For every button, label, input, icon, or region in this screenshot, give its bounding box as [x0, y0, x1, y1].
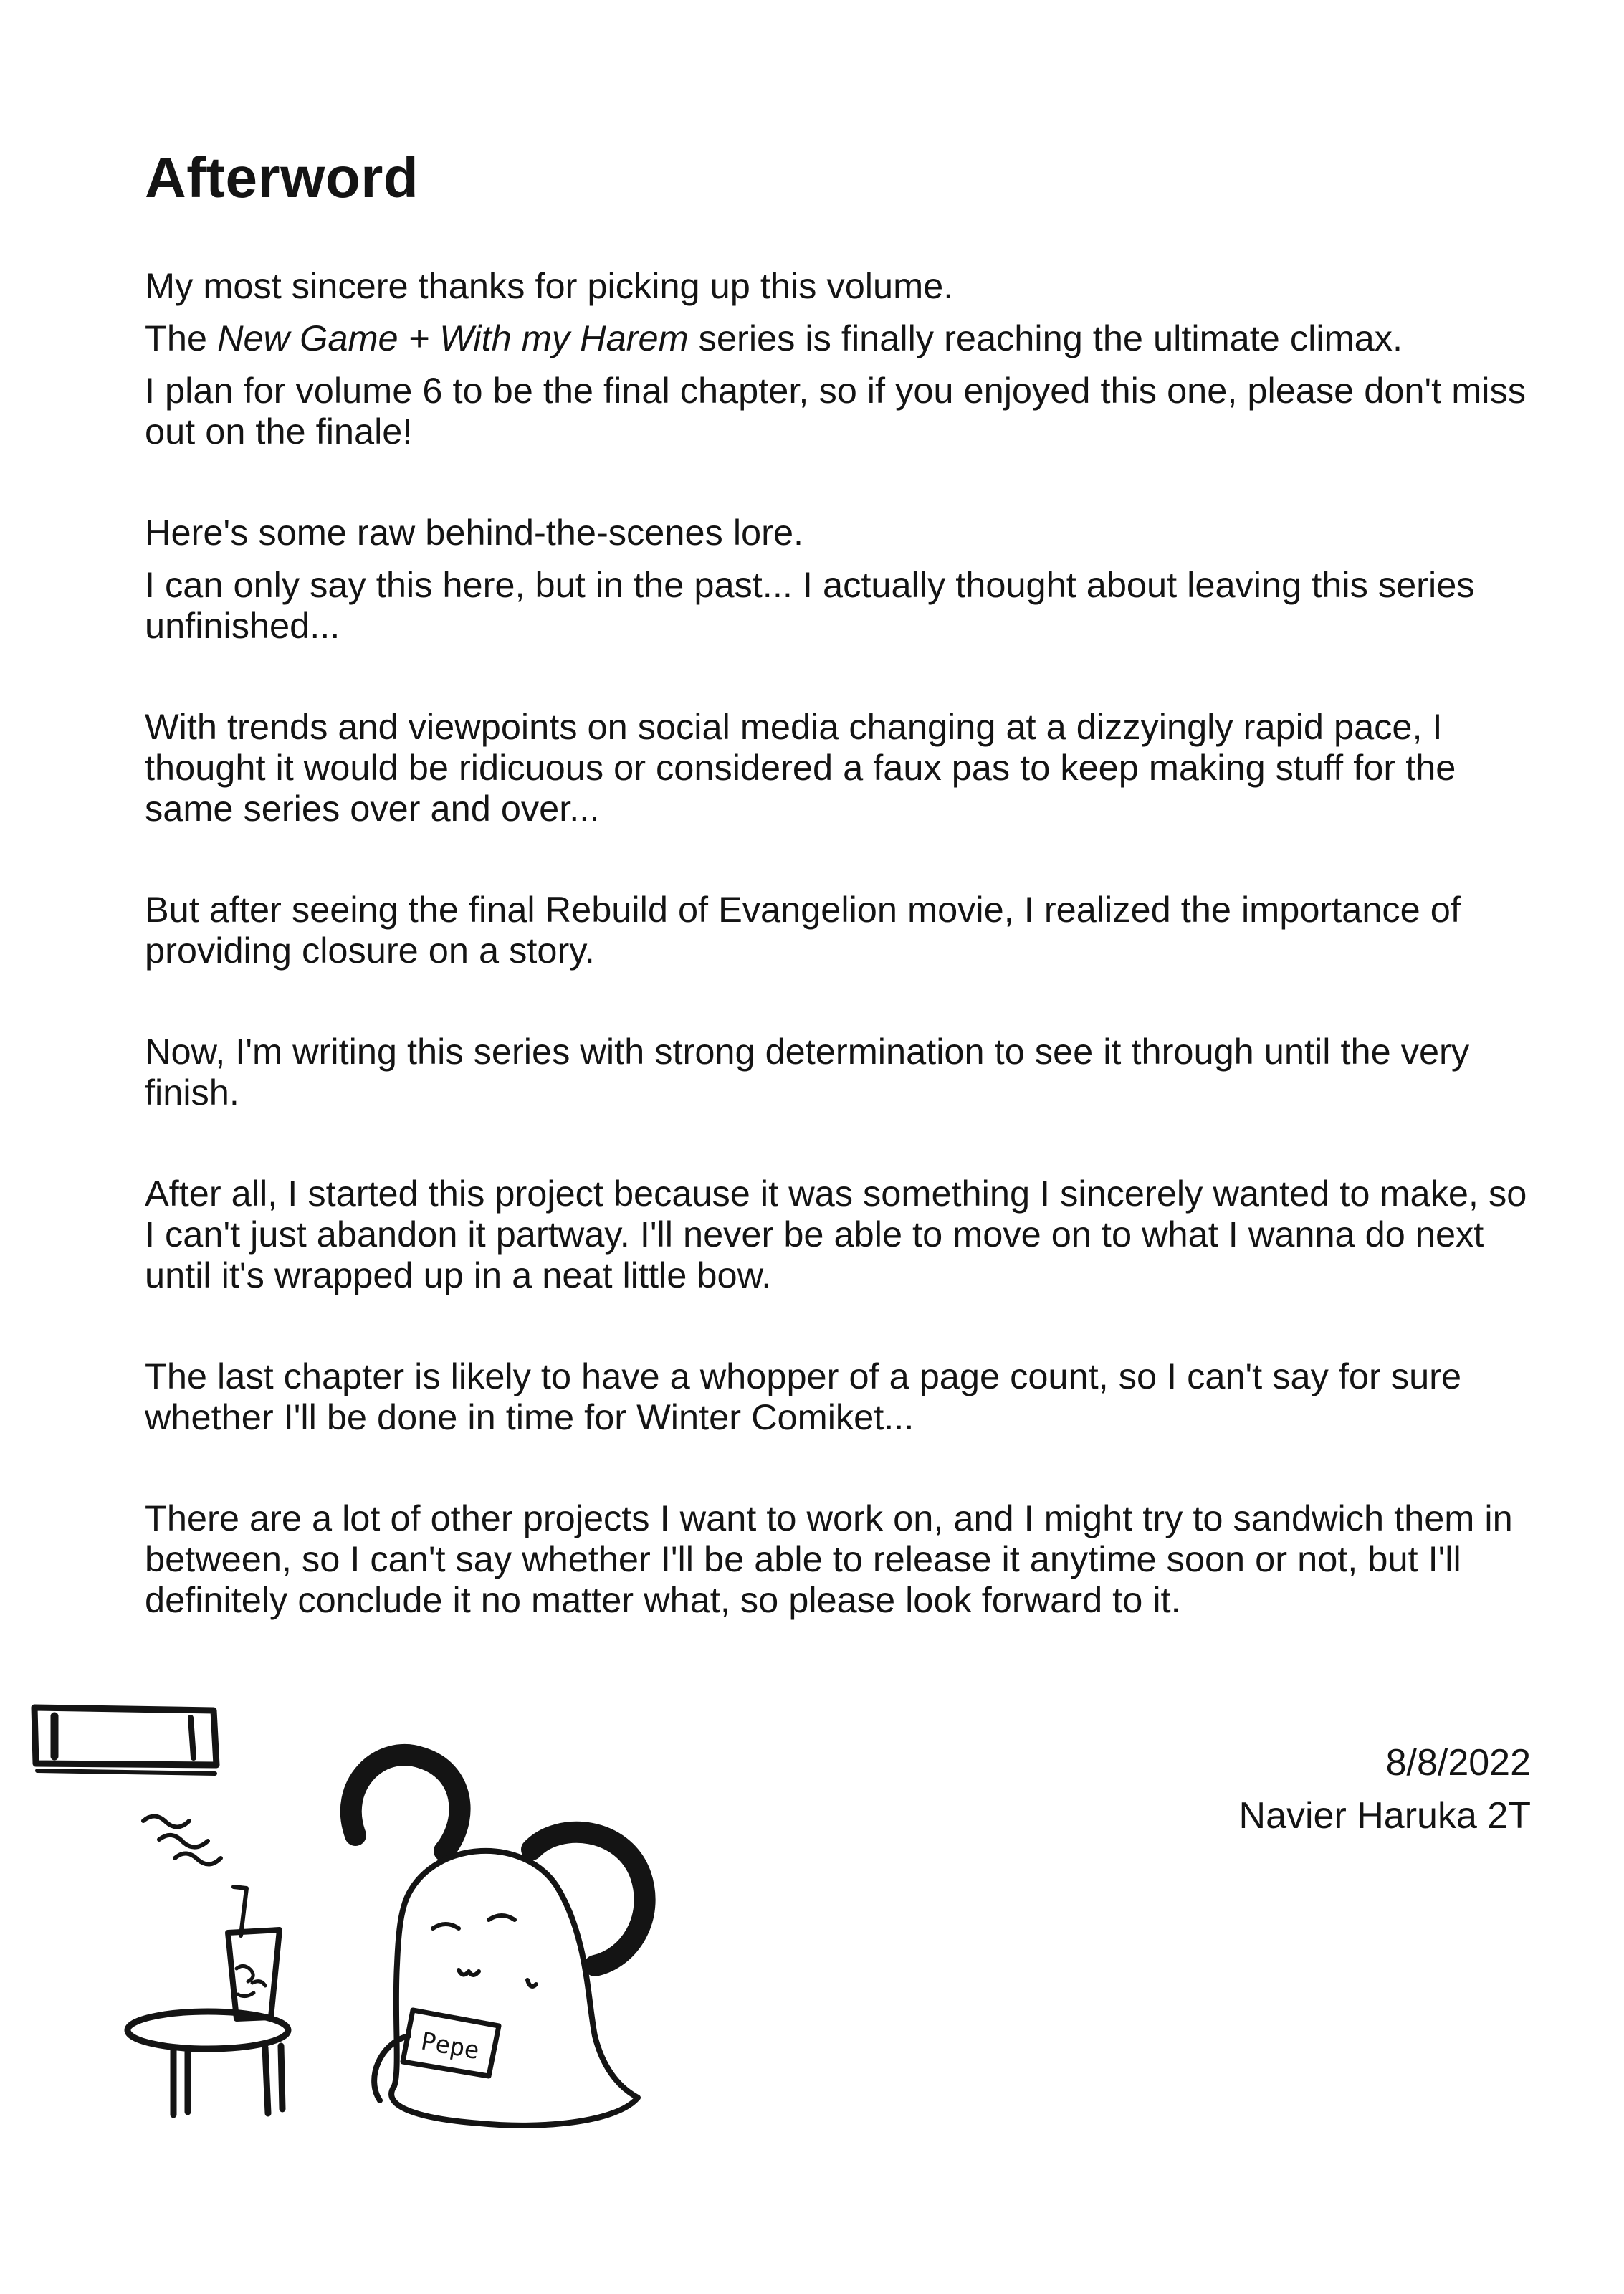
pepe-illustration — [22, 1699, 667, 2129]
page-title: Afterword — [145, 146, 419, 209]
signature-block — [1239, 1736, 1531, 1842]
pepe-face-icon — [433, 1915, 536, 1986]
pepe-ears-icon — [351, 1755, 645, 1966]
paragraph-1-line-3: I plan for volume 6 to be the final chapter, so if you enjoyed this one, please don't miss out on the finale! — [145, 370, 1526, 452]
side-table-icon — [128, 2012, 288, 2115]
paragraph-6: After all, I started this project because it was something I sincerely wanted to make, so I can't just abandon it partway. I'll never be able to move on to what I wanna do next until it's wrapped up in a neat little bow. — [145, 1173, 1527, 1295]
afterword-body — [145, 265, 1535, 1620]
paragraph-5: Now, I'm writing this series with strong determination to see it through until the very finish. — [145, 1031, 1470, 1113]
air-conditioner-icon — [34, 1708, 216, 1774]
series-intro-text: The — [145, 318, 218, 358]
signature-date: 8/8/2022 — [1385, 1742, 1531, 1784]
series-title: New Game + With my Harem — [217, 318, 689, 358]
paragraph-3: With trends and viewpoints on social media changing at a dizzyingly rapid pace, I thought it would be ridicuous or considered a faux pas to keep making stuff for the same series over and over... — [145, 706, 1456, 829]
signature-author: Navier Haruka 2T — [1238, 1795, 1531, 1837]
paragraph-2-line-2: I can only say this here, but in the past... I actually thought about leaving this series unfinished... — [145, 564, 1475, 646]
pepe-bib-label: Pepe — [419, 2027, 482, 2066]
paragraph-1-line-2 — [145, 318, 1535, 358]
iced-drink-icon — [228, 1887, 280, 2019]
paragraph-2-line-1: Here's some raw behind-the-scenes lore. — [145, 512, 804, 553]
pepe-drawing — [22, 1699, 667, 2129]
airflow-icon — [143, 1816, 221, 1864]
paragraph-8: There are a lot of other projects I want to work on, and I might try to sandwich them in between, so I can't say whether I'll be able to release it anytime soon or not, but I'll definitely conclude it no matter what, so please look forward to it. — [145, 1498, 1513, 1620]
series-outro-text: series is finally reaching the ultimate climax. — [688, 318, 1403, 358]
paragraph-1-line-1: My most sincere thanks for picking up this volume. — [145, 265, 954, 306]
paragraph-4: But after seeing the final Rebuild of Evangelion movie, I realized the importance of providing closure on a story. — [145, 889, 1461, 971]
paragraph-7: The last chapter is likely to have a whopper of a page count, so I can't say for sure whether I'll be done in time for Winter Comiket... — [145, 1356, 1462, 1437]
pepe-body-icon — [391, 1851, 638, 2126]
